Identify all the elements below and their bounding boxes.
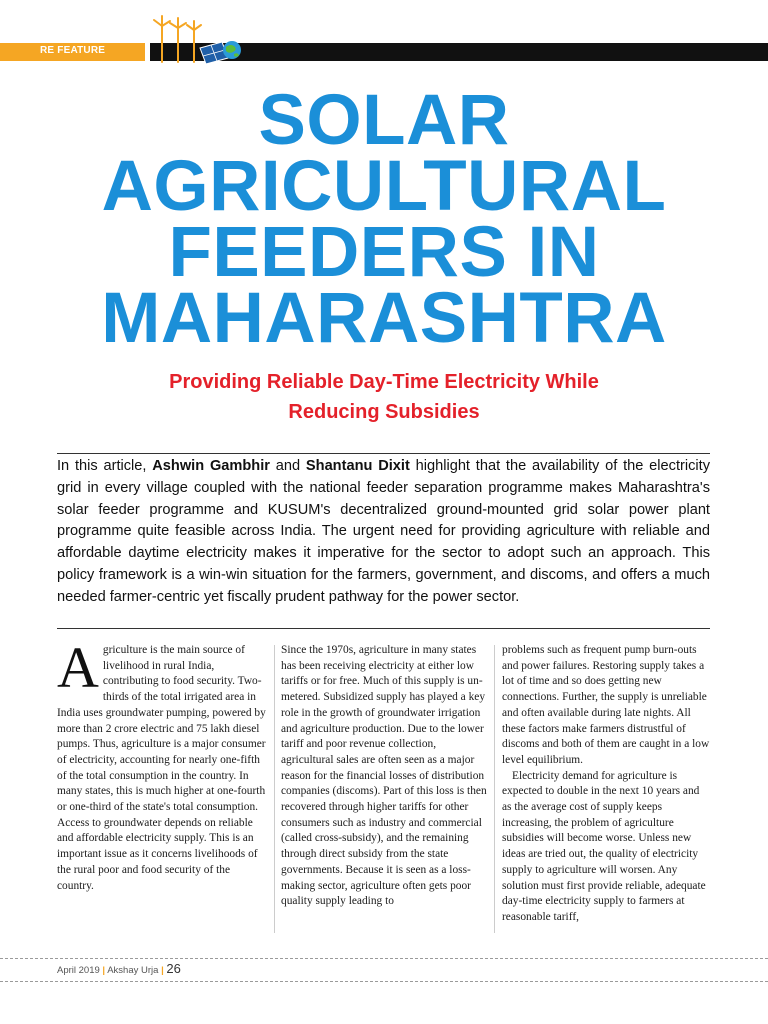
drop-cap: A	[57, 635, 99, 700]
footer-separator: |	[161, 965, 164, 976]
footer-date: April 2019	[57, 965, 100, 976]
column-divider	[494, 645, 495, 933]
title-line: FEEDERS IN	[168, 213, 600, 292]
intro-bottom-rule	[57, 628, 710, 629]
intro-text: and	[269, 458, 306, 474]
intro-text: In this article,	[57, 458, 153, 474]
intro-text: highlight that the availability of the electricity grid in every village coupled with the national feeder separation programme makes Maharashtra's solar feeder programme and KUSUM's decentralized ground-mounted grid solar power plant programme quite feasible across India. The urgent need for providing agriculture with reliable and affordable daytime electricity makes it imperative for the sector to adopt such an approach. This policy framework is a win-win situation for the farmers, government, and discoms, and offers a much needed farmer-centric yet fiscally prudent pathway for the power sector.	[57, 458, 711, 605]
article-intro	[57, 456, 710, 609]
page-footer	[57, 962, 181, 978]
title-line: SOLAR	[258, 81, 510, 160]
column-text: Since the 1970s, agriculture in many states has been receiving electricity at either low tariffs or for free. Much of this supply is un-metered. Subsidized supply has played a key role in the growth of groundwater irrigation and agriculture production. Due to the lower tariff and poor revenue collection, agricultural sales are often seen as a major reason for the financial losses of distribution companies (discoms). Part of this loss is then recovered through higher tariffs for other consumers such as industry and commercial (called cross-subsidy), and the remaining through direct subsidy from the state governments. Because it is seen as a loss-making sector, agriculture often gets poor quality supply leading to	[281, 644, 487, 908]
column-text: problems such as frequent pump burn-outs and power failures. Restoring supply takes a lot of time and so does getting new connections. Further, the supply is unreliable and often available during late nights. All these factors make farmers distrustful of discoms and both of them are caught in a low level equilibrium.	[502, 644, 710, 766]
footer-separator: |	[102, 965, 106, 976]
wind-turbine-solar-globe-icon	[148, 14, 244, 66]
body-column-1	[57, 635, 269, 894]
article-subtitle	[60, 367, 708, 427]
page-number: 26	[166, 961, 181, 976]
subtitle-line: Providing Reliable Day-Time Electricity While	[169, 371, 599, 393]
title-line: AGRICULTURAL	[101, 147, 667, 226]
body-column-3	[502, 643, 710, 926]
author-name: Ashwin Gambhir	[152, 458, 270, 474]
section-header-bar	[0, 43, 768, 61]
footer-rule	[0, 981, 768, 982]
body-column-2	[281, 643, 487, 910]
article-title	[0, 81, 768, 358]
subtitle-line: Reducing Subsidies	[288, 401, 480, 423]
intro-top-rule	[57, 453, 710, 454]
footer-rule	[0, 958, 768, 959]
column-paragraph: Electricity demand for agriculture is expected to double in the next 10 years and as the average cost of supply keeps increasing, the problem of agriculture subsidies will become worse. Unless new ideas are tried out, the quality of electricity supply to agriculture will worsen. Any solution must first provide reliable, adequate day-time electricity supply to farmers at reasonable tariff,	[502, 769, 706, 923]
author-name: Shantanu Dixit	[305, 458, 410, 474]
column-divider	[274, 645, 275, 933]
footer-magazine: Akshay Urja	[107, 965, 159, 976]
column-text: griculture is the main source of livelihood in rural India, contributing to food security. Two-thirds of the total irrigated area in India uses groundwater pumping, powered by more than 2 crore electric and 75 lakh diesel pumps. Thus, agriculture is a major consumer of electricity, accounting for nearly one-fifth of the total consumption in the country. In many states, this is much higher at one-fourth or one-third of the state's total consumption. Access to groundwater depends on reliable and affordable electricity supply. This is an important issue as it concerns livelihoods of the rural poor and food security of the country.	[57, 644, 266, 892]
section-label: RE FEATURE	[40, 45, 106, 56]
title-line: MAHARASHTRA	[101, 279, 667, 358]
